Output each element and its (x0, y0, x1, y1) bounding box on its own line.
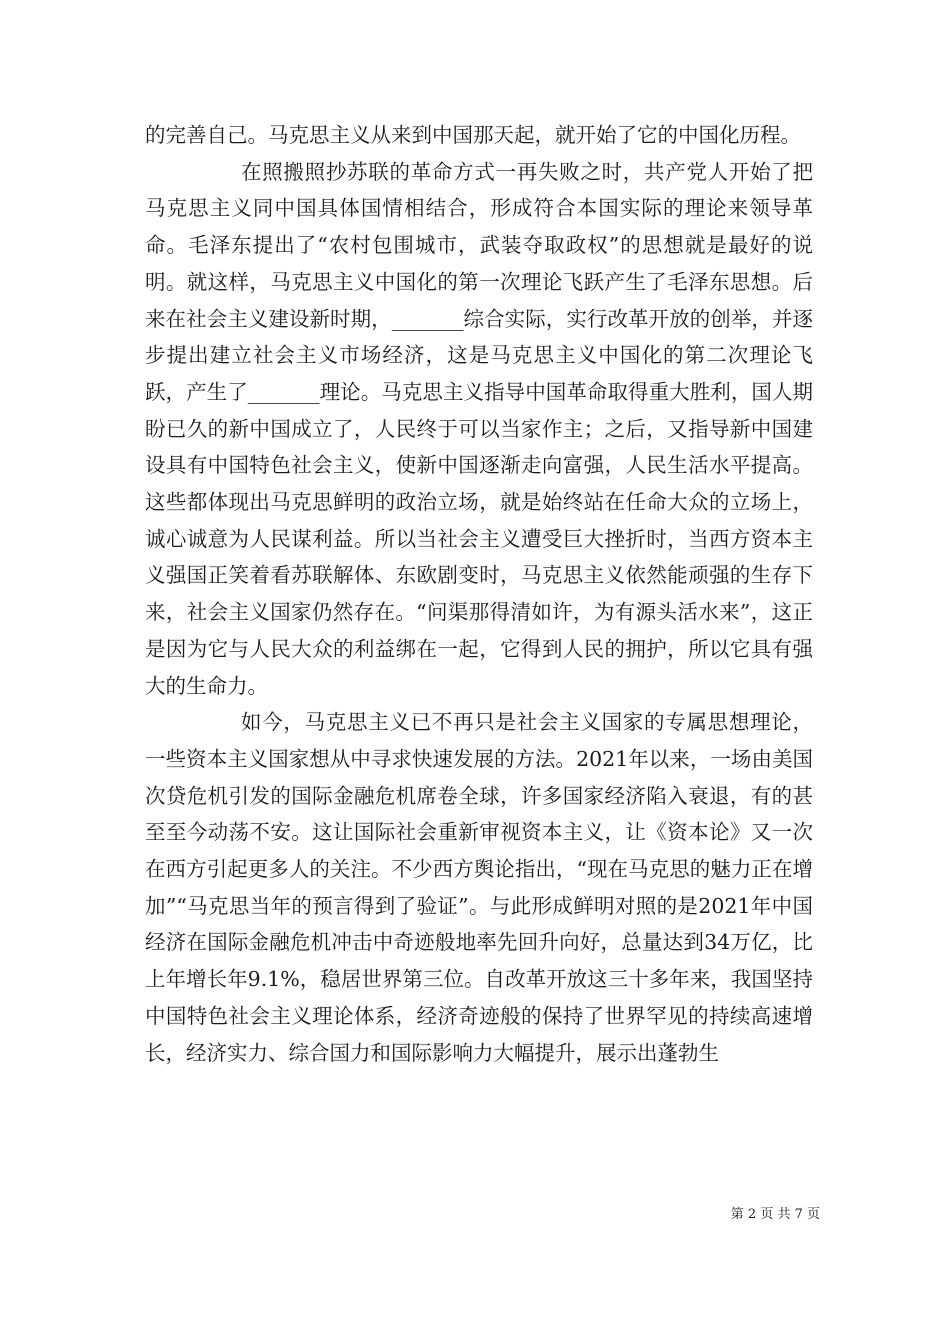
page-number-footer: 第 2 页 共 7 页 (730, 1207, 820, 1222)
paragraph-1: 的完善自己。马克思主义从来到中国那天起，就开始了它的中国化历程。 (145, 123, 801, 147)
document-body (145, 117, 813, 1071)
paragraph-3: 如今，马克思主义已不再只是社会主义国家的专属思想理论，一些资本主义国家想从中寻求快速发展的方法。2021年以来，一场由美国次贷危机引发的国际金融危机席卷全球，许多国家经济陷入衰退，有的甚至至今动荡不安。这让国际社会重新审视资本主义，让《资本论》又一次在西方引起更多人的关注。不少西方舆论指出，“现在马克思的魅力正在增加”“马克思当年的预言得到了验证”。与此形成鲜明对照的是2021年中国经济在国际金融危机冲击中奇迹般地率先回升向好，总量达到34万亿，比上年增长年9.1%，稳居世界第三位。自改革开放这三十多年来，我国坚持中国特色社会主义理论体系，经济奇迹般的保持了世界罕见的持续高速增长，经济实力、综合国力和国际影响力大幅提升，展示出蓬勃生 (145, 710, 813, 1065)
paragraph-2: 在照搬照抄苏联的革命方式一再失败之时，共产党人开始了把马克思主义同中国具体国情相结合，形成符合本国实际的理论来领导革命。毛泽东提出了“农村包围城市，武装夺取政权”的思想就是最好的说明。就这样，马克思主义中国化的第一次理论飞跃产生了毛泽东思想。后来在社会主义建设新时期，_______综合实际，实行改革开放的创举，并逐步提出建立社会主义市场经济，这是马克思主义中国化的第二次理论飞跃，产生了_______理论。马克思主义指导中国革命取得重大胜利，国人期盼已久的新中国成立了，人民终于可以当家作主；之后，又指导新中国建设具有中国特色社会主义，使新中国逐渐走向富强，人民生活水平提高。这些都体现出马克思鲜明的政治立场，就是始终站在任命大众的立场上，诚心诚意为人民谋利益。所以当社会主义遭受巨大挫折时，当西方资本主义强国正笑着看苏联解体、东欧剧变时，马克思主义依然能顽强的生存下来，社会主义国家仍然存在。“问渠那得清如许，为有源头活水来”，这正是因为它与人民大众的利益绑在一起，它得到人民的拥护，所以它具有强大的生命力。 (145, 159, 813, 698)
